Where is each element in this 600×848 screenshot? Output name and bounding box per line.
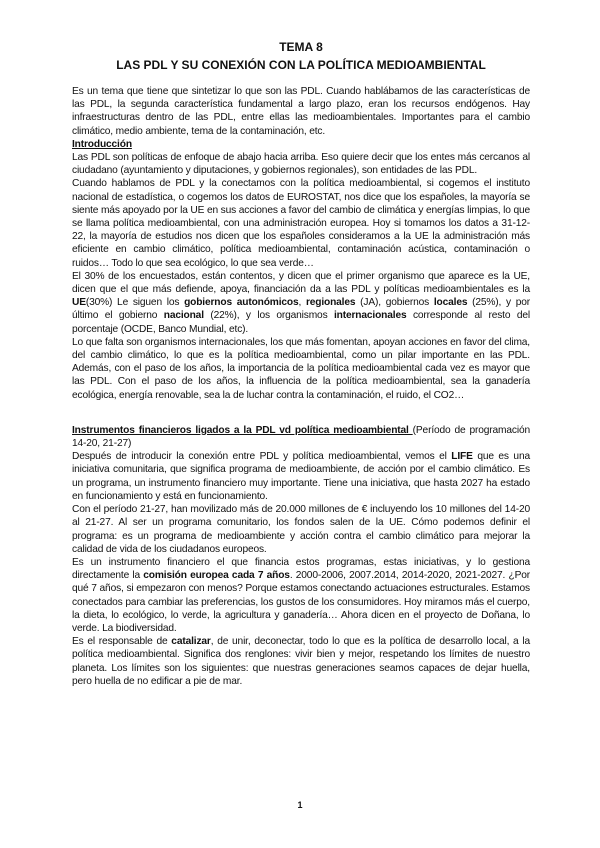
paragraph: Después de introducir la conexión entre PDL y política medioambiental, vemos el LIFE que es una iniciativa comunitaria, que significa programa de medioambiente, de acción por el cambio climático. Es un programa, un instrumento financiero muy importante. Tiene una iniciativa, que hasta 2027 ha estado en funcionamiento y está en funcionamiento. bbox=[72, 451, 530, 502]
paragraph: Es el responsable de catalizar, de unir, deconectar, todo lo que es la política de desarrollo local, a la política medioambiental. Significa dos renglones: vivir bien y mejor, respetando los límites de nuestro planeta. Los límites son los siguientes: que nuestras generaciones seamos capaces de dejar huella, pero huella de no edificar a pie de mar. bbox=[72, 636, 530, 687]
paragraph: Es un instrumento financiero el que financia estos programas, estas iniciativas, y lo gestiona directamente la comisión europea cada 7 años. 2000-2006, 2007.2014, 2014-2020, 2021-2027. ¿Por qué 7 años, si empezaron con menos? Porque estamos conectando actuaciones estructurales. Estamos conectados para cambiar las preferencias, los gustos de los consumidores. Hoy miramos más el cuerpo, la dieta, lo ecológico, lo verde, la agricultura y ganadería… Ahora dicen en el proyecto de Doñana, lo verde. La biodiversidad. bbox=[72, 556, 530, 634]
document-title-topic: TEMA 8 bbox=[279, 40, 323, 54]
paragraph: Con el período 21-27, han movilizado más de 20.000 millones de € incluyendo los 10 millones del 14-20 al 21-27. Al ser un programa comunitario, los fondos salen de la UE. Cómo podemos definir el programa: es un programa de medioambiente y acción contra el cambio climático para mejorar la calidad de vida de los ciudadanos europeos. bbox=[72, 504, 530, 555]
document-title: LAS PDL Y SU CONEXIÓN CON LA POLÍTICA MEDIOAMBIENTAL bbox=[116, 58, 486, 72]
section-heading-instrumentos: Instrumentos financieros ligados a la PDL vd política medioambiental (Período de programación 14-20, 21-27) bbox=[72, 424, 530, 450]
paragraph: Lo que falta son organismos internacionales, los que más fomentan, apoyan acciones en favor del clima, del cambio climático, lo que es la política medioambiental, como un pilar importante en las PDL. Además, con el paso de los años, la importancia de la política medioambiental cada vez es mayor que las PDL. Con el paso de los años, la influencia de la política medioambiental, sea la ganadería ecológica, energía renovable, sea la de luchar contra la contaminación, el ruido, el CO2… bbox=[72, 336, 530, 401]
paragraph: Cuando hablamos de PDL y la conectamos con la política medioambiental, si cogemos el instituto nacional de estadística, o cogemos los datos de EUROSTAT, nos dice que los españoles, la mayoría se siente más apoyado por la UE en sus acciones a favor del cambio de climática y energías limpias, lo que se llama política medioambiental, con una administración europea. Hoy si tomamos los datos a 31-12-22, la mayoría de estudios nos dicen que los españoles consideramos a la UE la administración más eficiente en cambio climático, política medioambiental, contaminación acústica, contaminación o ruidos… Todo lo que sea ecológico, lo que sea verde… bbox=[72, 178, 530, 269]
section-heading-introduccion: Introducción bbox=[72, 138, 132, 150]
document-page bbox=[72, 40, 530, 688]
paragraph: El 30% de los encuestados, están contentos, y dicen que el primer organismo que aparece es la UE, dicen que el que más defiende, apoya, financiación da a las PDL y políticas medioambientales es la UE(30%) Le siguen los gobiernos autonómicos, regionales (JA), gobiernos locales (25%), y por último el gobierno nacional (22%), y los organismos internacionales corresponde al resto del porcentaje (OCDE, Banco Mundial, etc). bbox=[72, 270, 530, 335]
intro-paragraph: Es un tema que tiene que sintetizar lo que son las PDL. Cuando hablábamos de las características de las PDL, la segunda característica fundamental a largo plazo, eran los recursos endógenos. Hay infraestructuras dentro de las PDL, entre ellas las medioambientales. Importantes para el cambio climático, medio ambiente, tema de la contaminación, etc. bbox=[72, 86, 530, 137]
paragraph: Las PDL son políticas de enfoque de abajo hacia arriba. Eso quiere decir que los entes más cercanos al ciudadano (ayuntamiento y diputaciones, y gobiernos regionales), son entidades de las PDL. bbox=[72, 152, 530, 177]
page-number: 1 bbox=[297, 800, 303, 810]
